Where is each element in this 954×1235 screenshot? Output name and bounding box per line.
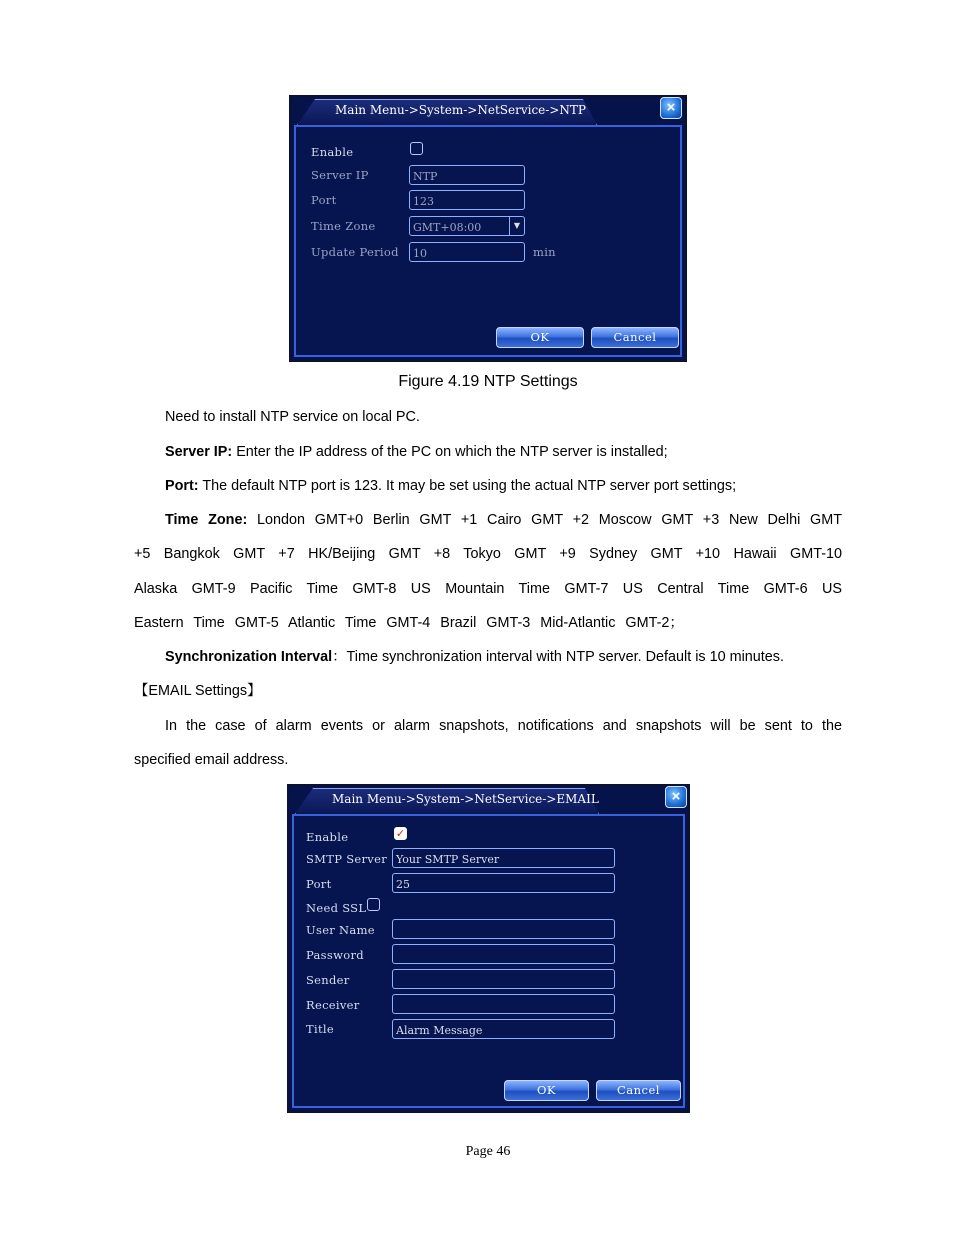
email-paragraph-line-2: specified email address. — [134, 752, 289, 768]
time-zone-line-4: Eastern Time GMT-5 Atlantic Time GMT-4 Brazil GMT-3 Mid-Atlantic GMT-2； — [134, 615, 684, 631]
smtp-server-label: SMTP Server — [306, 852, 387, 866]
email-enable-label: Enable — [306, 830, 349, 844]
user-name-label: User Name — [306, 923, 375, 937]
ntp-cancel-button[interactable]: Cancel — [591, 327, 679, 348]
sync-interval-description: ：Time synchronization interval with NTP server. Default is 10 minutes. — [332, 649, 785, 665]
time-zone-line-3: Alaska GMT-9 Pacific Time GMT-8 US Mountain Time GMT-7 US Central Time GMT-6 US — [134, 581, 842, 597]
paragraph-install-ntp: Need to install NTP service on local PC. — [165, 409, 420, 425]
password-input[interactable] — [392, 944, 615, 964]
title-input[interactable]: Alarm Message — [392, 1019, 615, 1039]
server-ip-term: Server IP: — [165, 444, 233, 460]
ntp-ok-button[interactable]: OK — [496, 327, 584, 348]
ntp-dialog-title: Main Menu->System->NetService->NTP — [335, 103, 586, 117]
need-ssl-checkbox[interactable] — [367, 898, 380, 911]
port-description: The default NTP port is 123. It may be set using the actual NTP server port settings; — [198, 478, 737, 494]
ntp-port-label: Port — [311, 193, 337, 207]
email-dialog-titlebar — [289, 786, 688, 813]
need-ssl-label: Need SSL — [306, 901, 367, 915]
checkmark-icon: ✓ — [395, 828, 406, 840]
paragraph-port — [165, 477, 736, 495]
email-dialog-title: Main Menu->System->NetService->EMAIL — [332, 792, 599, 806]
email-paragraph-line-1: In the case of alarm events or alarm snapshots, notifications and snapshots will be sent to the — [165, 718, 842, 734]
sync-interval-term: Synchronization Interval — [165, 649, 333, 665]
ntp-dialog-titlebar — [291, 97, 685, 124]
ntp-server-ip-input[interactable]: NTP — [409, 165, 525, 185]
ntp-dialog-panel — [294, 125, 682, 357]
sender-label: Sender — [306, 973, 350, 987]
paragraph-server-ip — [165, 443, 668, 461]
ntp-update-period-label: Update Period — [311, 245, 399, 259]
ntp-time-zone-label: Time Zone — [311, 219, 376, 233]
time-zone-line-2: +5 Bangkok GMT +7 HK/Beijing GMT +8 Tokyo GMT +9 Sydney GMT +10 Hawaii GMT-10 — [134, 546, 842, 562]
password-label: Password — [306, 948, 364, 962]
ntp-update-period-input[interactable]: 10 — [409, 242, 525, 262]
ntp-enable-label: Enable — [311, 145, 354, 159]
ntp-enable-checkbox[interactable] — [410, 142, 423, 155]
server-ip-description: Enter the IP address of the PC on which the NTP server is installed; — [232, 444, 668, 460]
email-dialog-panel — [292, 814, 685, 1108]
user-name-input[interactable] — [392, 919, 615, 939]
ntp-time-zone-value: GMT+08:00 — [413, 221, 482, 234]
page-number: Page 46 — [465, 1144, 511, 1159]
email-port-input[interactable]: 25 — [392, 873, 615, 893]
figure-caption: Figure 4.19 NTP Settings — [398, 373, 578, 390]
email-ok-button[interactable]: OK — [504, 1080, 589, 1101]
ntp-update-period-unit: min — [533, 245, 556, 259]
time-zone-list-1: London GMT+0 Berlin GMT +1 Cairo GMT +2 Moscow GMT +3 New Delhi GMT — [247, 512, 842, 528]
close-icon[interactable]: × — [665, 786, 687, 808]
ntp-time-zone-dropdown[interactable] — [409, 216, 525, 236]
ntp-server-ip-label: Server IP — [311, 168, 369, 182]
email-settings-dialog — [287, 784, 690, 1113]
ntp-port-input[interactable]: 123 — [409, 190, 525, 210]
port-term: Port: — [165, 478, 199, 494]
email-enable-checkbox[interactable] — [394, 827, 407, 840]
smtp-server-input[interactable]: Your SMTP Server — [392, 848, 615, 868]
title-label: Title — [306, 1022, 334, 1036]
chevron-down-icon[interactable]: ▼ — [509, 217, 524, 235]
close-icon[interactable]: × — [660, 97, 682, 119]
sender-input[interactable] — [392, 969, 615, 989]
receiver-label: Receiver — [306, 998, 360, 1012]
receiver-input[interactable] — [392, 994, 615, 1014]
time-zone-term: Time Zone: — [165, 512, 248, 528]
email-settings-heading: 【EMAIL Settings】 — [134, 683, 262, 699]
email-port-label: Port — [306, 877, 332, 891]
paragraph-sync-interval — [165, 648, 784, 666]
time-zone-line-1 — [165, 511, 842, 529]
ntp-settings-dialog — [289, 95, 687, 362]
email-cancel-button[interactable]: Cancel — [596, 1080, 681, 1101]
